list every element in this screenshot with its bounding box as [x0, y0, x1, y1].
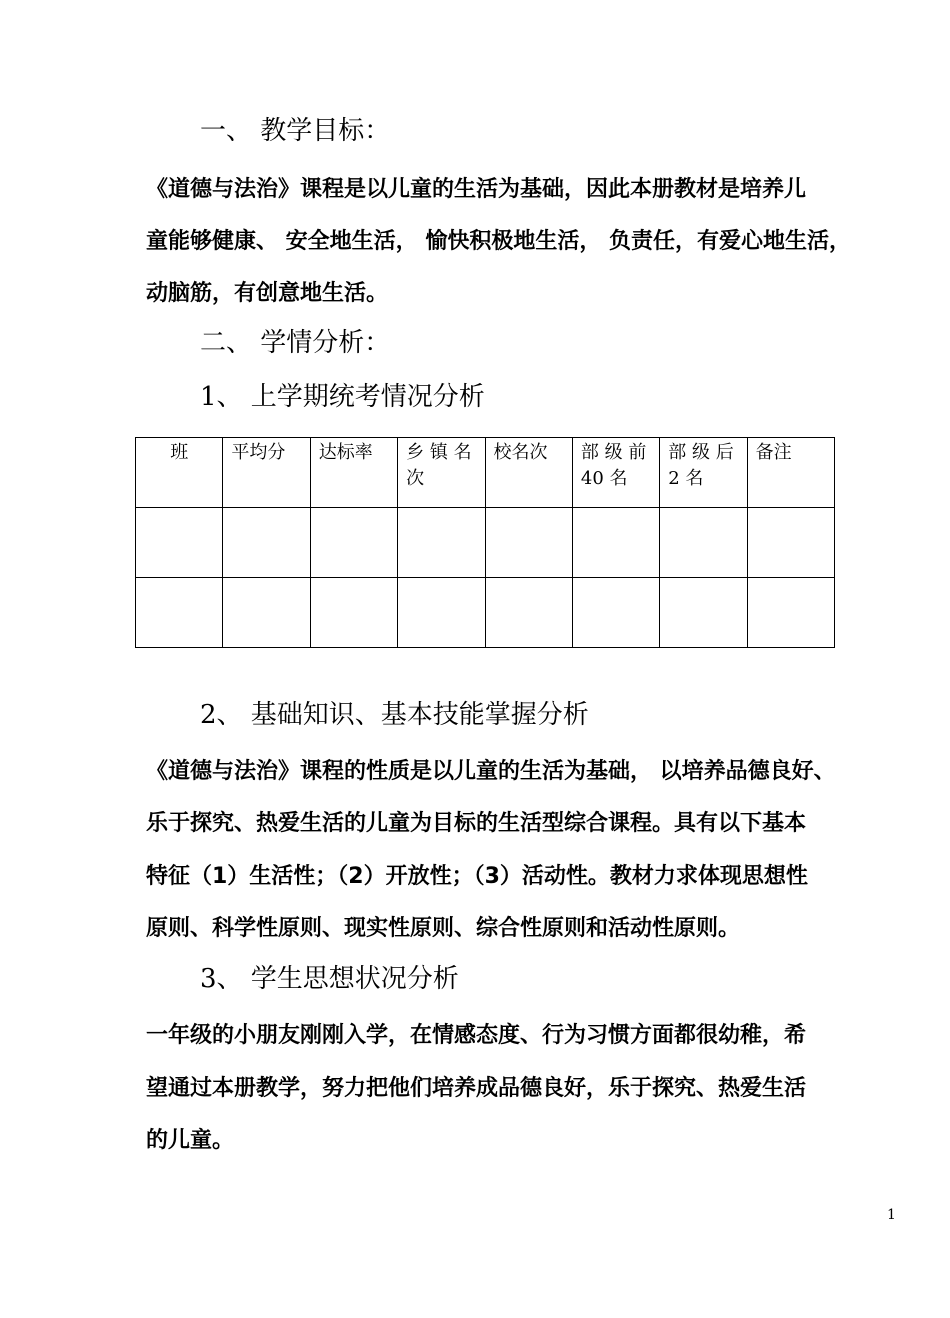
table-header-cell: 达标率 — [310, 438, 397, 508]
table-cell — [485, 578, 572, 648]
table-cell — [660, 578, 747, 648]
subheading-knowledge-skills: 2、 基础知识、基本技能掌握分析 — [200, 700, 589, 730]
table-cell — [572, 578, 659, 648]
table-header-cell: 校名次 — [485, 438, 572, 508]
table-header-cell: 平均分 — [223, 438, 310, 508]
table-cell — [660, 508, 747, 578]
subheading-student-thoughts: 3、 学生思想状况分析 — [200, 964, 459, 994]
page-number: 1 — [887, 1207, 896, 1223]
table-row — [136, 578, 835, 648]
thoughts-paragraph-line-2: 望通过本册教学，努力把他们培养成品德良好，乐于探究、热爱生活 — [146, 1076, 807, 1101]
table-header-cell: 部 级 前 40 名 — [572, 438, 659, 508]
table-cell — [310, 578, 397, 648]
table-cell — [747, 508, 834, 578]
knowledge-paragraph-line-1: 《道德与法治》课程的性质是以儿童的生活为基础， 以培养品德良好、 — [146, 759, 836, 784]
thoughts-paragraph-line-1: 一年级的小朋友刚刚入学，在情感态度、行为习惯方面都很幼稚，希 — [146, 1023, 807, 1048]
table-cell — [747, 578, 834, 648]
table-cell — [310, 508, 397, 578]
table-header-cell: 乡 镇 名 次 — [398, 438, 485, 508]
table-row — [136, 508, 835, 578]
exam-stats-table — [135, 437, 835, 648]
table-cell — [572, 508, 659, 578]
knowledge-paragraph-line-2: 乐于探究、热爱生活的儿童为目标的生活型综合课程。具有以下基本 — [146, 811, 807, 836]
table-cell — [398, 578, 485, 648]
subheading-exam-analysis: 1、 上学期统考情况分析 — [200, 382, 485, 412]
heading-student-analysis: 二、 学情分析： — [200, 328, 391, 358]
heading-teaching-goals: 一、 教学目标： — [200, 116, 391, 146]
table-header-cell: 班 — [136, 438, 223, 508]
table-cell — [136, 578, 223, 648]
table-header-row — [136, 438, 835, 508]
table-header-cell: 部 级 后 2 名 — [660, 438, 747, 508]
knowledge-paragraph-line-3: 特征（1）生活性；（2）开放性；（3）活动性。教材力求体现思想性 — [146, 864, 808, 889]
goals-paragraph-line-1: 《道德与法治》课程是以儿童的生活为基础，因此本册教材是培养儿 — [146, 177, 807, 202]
goals-paragraph-line-3: 动脑筋，有创意地生活。 — [146, 281, 389, 306]
table-cell — [223, 578, 310, 648]
table-cell — [398, 508, 485, 578]
table-cell — [485, 508, 572, 578]
table-cell — [223, 508, 310, 578]
goals-paragraph-line-2: 童能够健康、 安全地生活， 愉快积极地生活， 负责任，有爱心地生活， — [146, 229, 851, 254]
table-cell — [136, 508, 223, 578]
knowledge-paragraph-line-4: 原则、科学性原则、现实性原则、综合性原则和活动性原则。 — [146, 916, 741, 941]
thoughts-paragraph-line-3: 的儿童。 — [146, 1128, 235, 1153]
table-header-cell: 备注 — [747, 438, 834, 508]
